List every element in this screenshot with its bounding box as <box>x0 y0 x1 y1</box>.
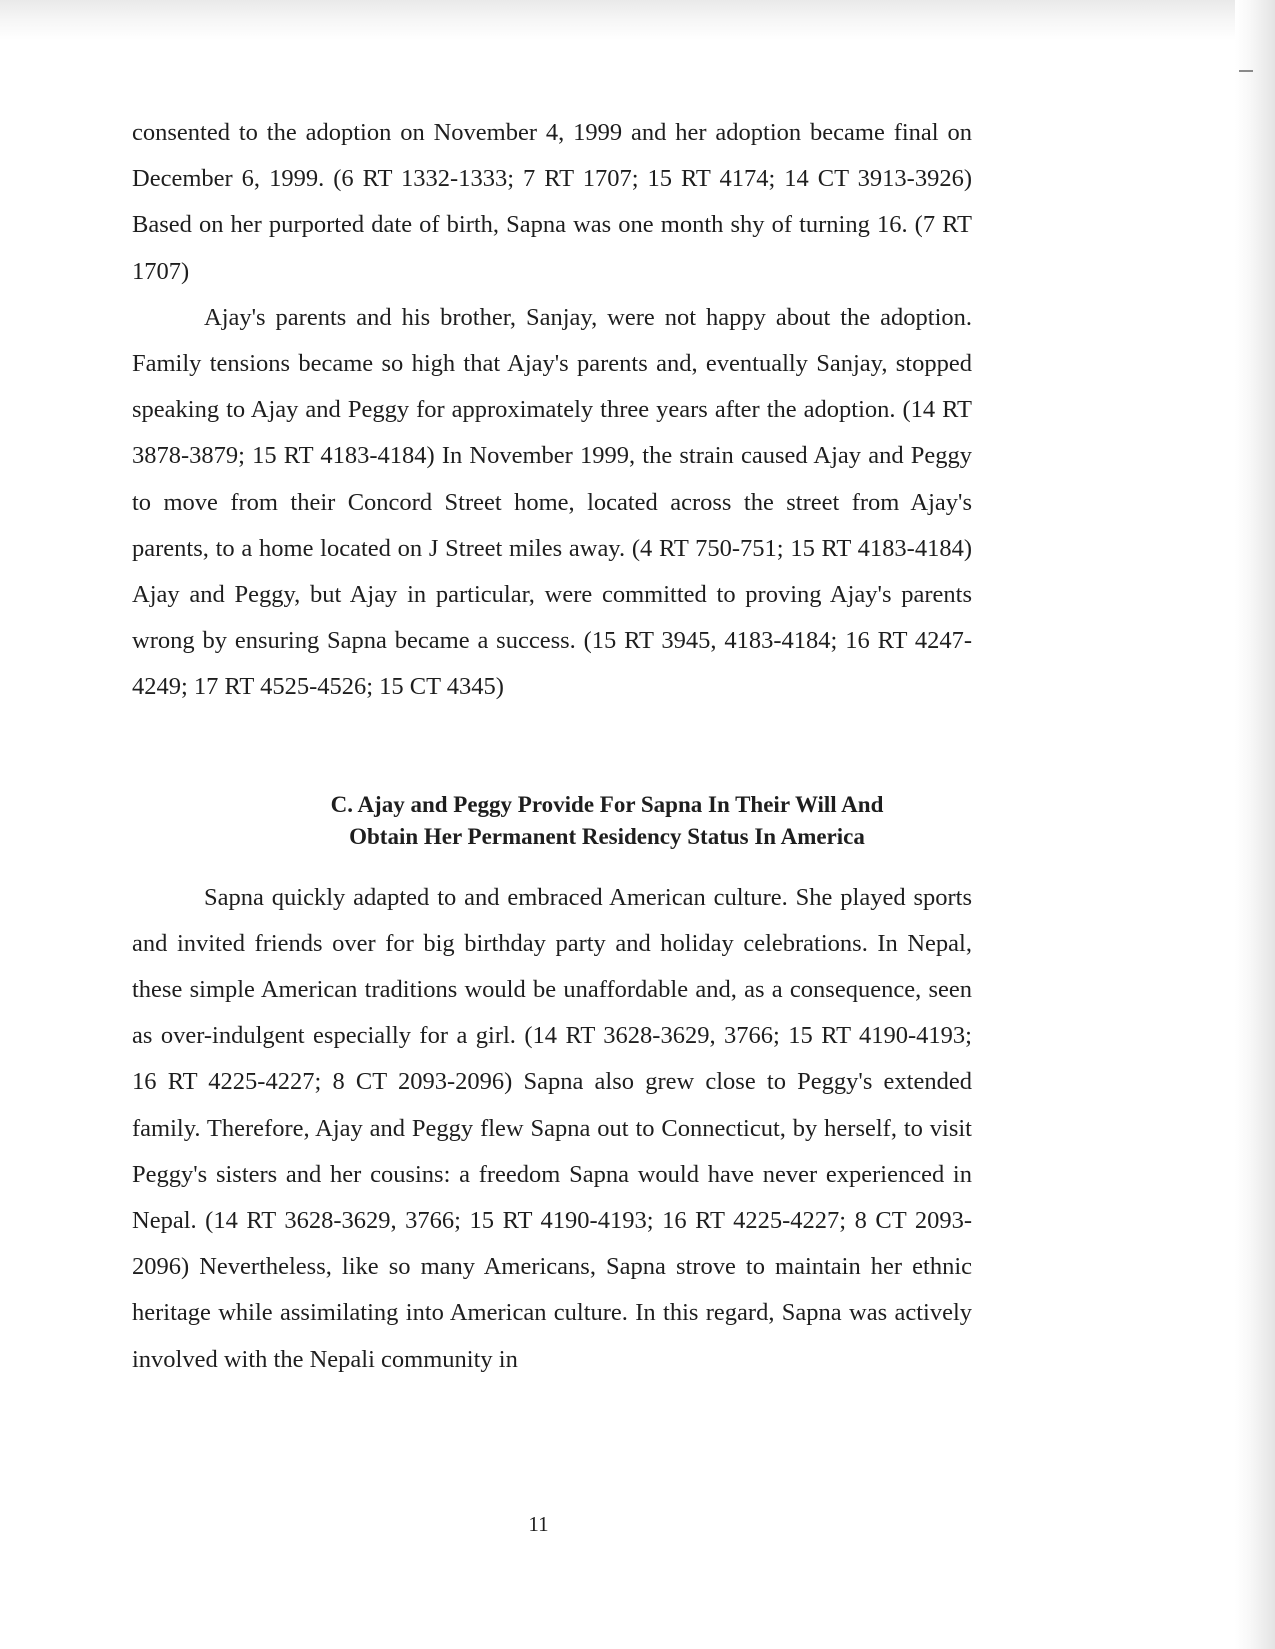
document-page <box>132 110 972 1383</box>
body-paragraph-1: consented to the adoption on November 4, 1999 and her adoption became final on December 6, 1999. (6 RT 1332-1333; 7 RT 1707; 15 RT 4174; 14 CT 3913-3926) Based on her purported date of birth, Sapna was one month shy of turning 16. (7 RT 1707) <box>132 119 972 285</box>
section-heading-line-2: Obtain Her Permanent Residency Status In America <box>349 823 865 849</box>
page-number: 11 <box>528 1512 549 1536</box>
scan-right-shadow <box>1235 0 1275 1649</box>
scan-edge-mark <box>1239 70 1253 72</box>
body-paragraph-3: Sapna quickly adapted to and embraced American culture. She played sports and invited friends over for big birthday party and holiday celebrations. In Nepal, these simple American traditions would be unaffordable and, as a consequence, seen as over-indulgent especially for a girl. (14 RT 3628-3629, 3766; 15 RT 4190-4193; 16 RT 4225-4227; 8 CT 2093-2096) Sapna also grew close to Peggy's extended family. Therefore, Ajay and Peggy flew Sapna out to Connecticut, by herself, to visit Peggy's sisters and her cousins: a freedom Sapna would have never experienced in Nepal. (14 RT 3628-3629, 3766; 15 RT 4190-4193; 16 RT 4225-4227; 8 CT 2093-2096) Nevertheless, like so many Americans, Sapna strove to maintain her ethnic heritage while assimilating into American culture. In this regard, Sapna was actively involved with the Nepali community in <box>132 883 972 1373</box>
body-paragraph-2: Ajay's parents and his brother, Sanjay, were not happy about the adoption. Family tensions became so high that Ajay's parents and, eventually Sanjay, stopped speaking to Ajay and Peggy for approximately three years after the adoption. (14 RT 3878-3879; 15 RT 4183-4184) In November 1999, the strain caused Ajay and Peggy to move from their Concord Street home, located across the street from Ajay's parents, to a home located on J Street miles away. (4 RT 750-751; 15 RT 4183-4184) Ajay and Peggy, but Ajay in particular, were committed to proving Ajay's parents wrong by ensuring Sapna became a success. (15 RT 3945, 4183-4184; 16 RT 4247-4249; 17 RT 4525-4526; 15 CT 4345) <box>132 303 972 701</box>
scan-top-shadow <box>0 0 1275 40</box>
section-heading <box>132 789 972 853</box>
section-heading-line-1: C. Ajay and Peggy Provide For Sapna In Their Will And <box>330 791 884 817</box>
